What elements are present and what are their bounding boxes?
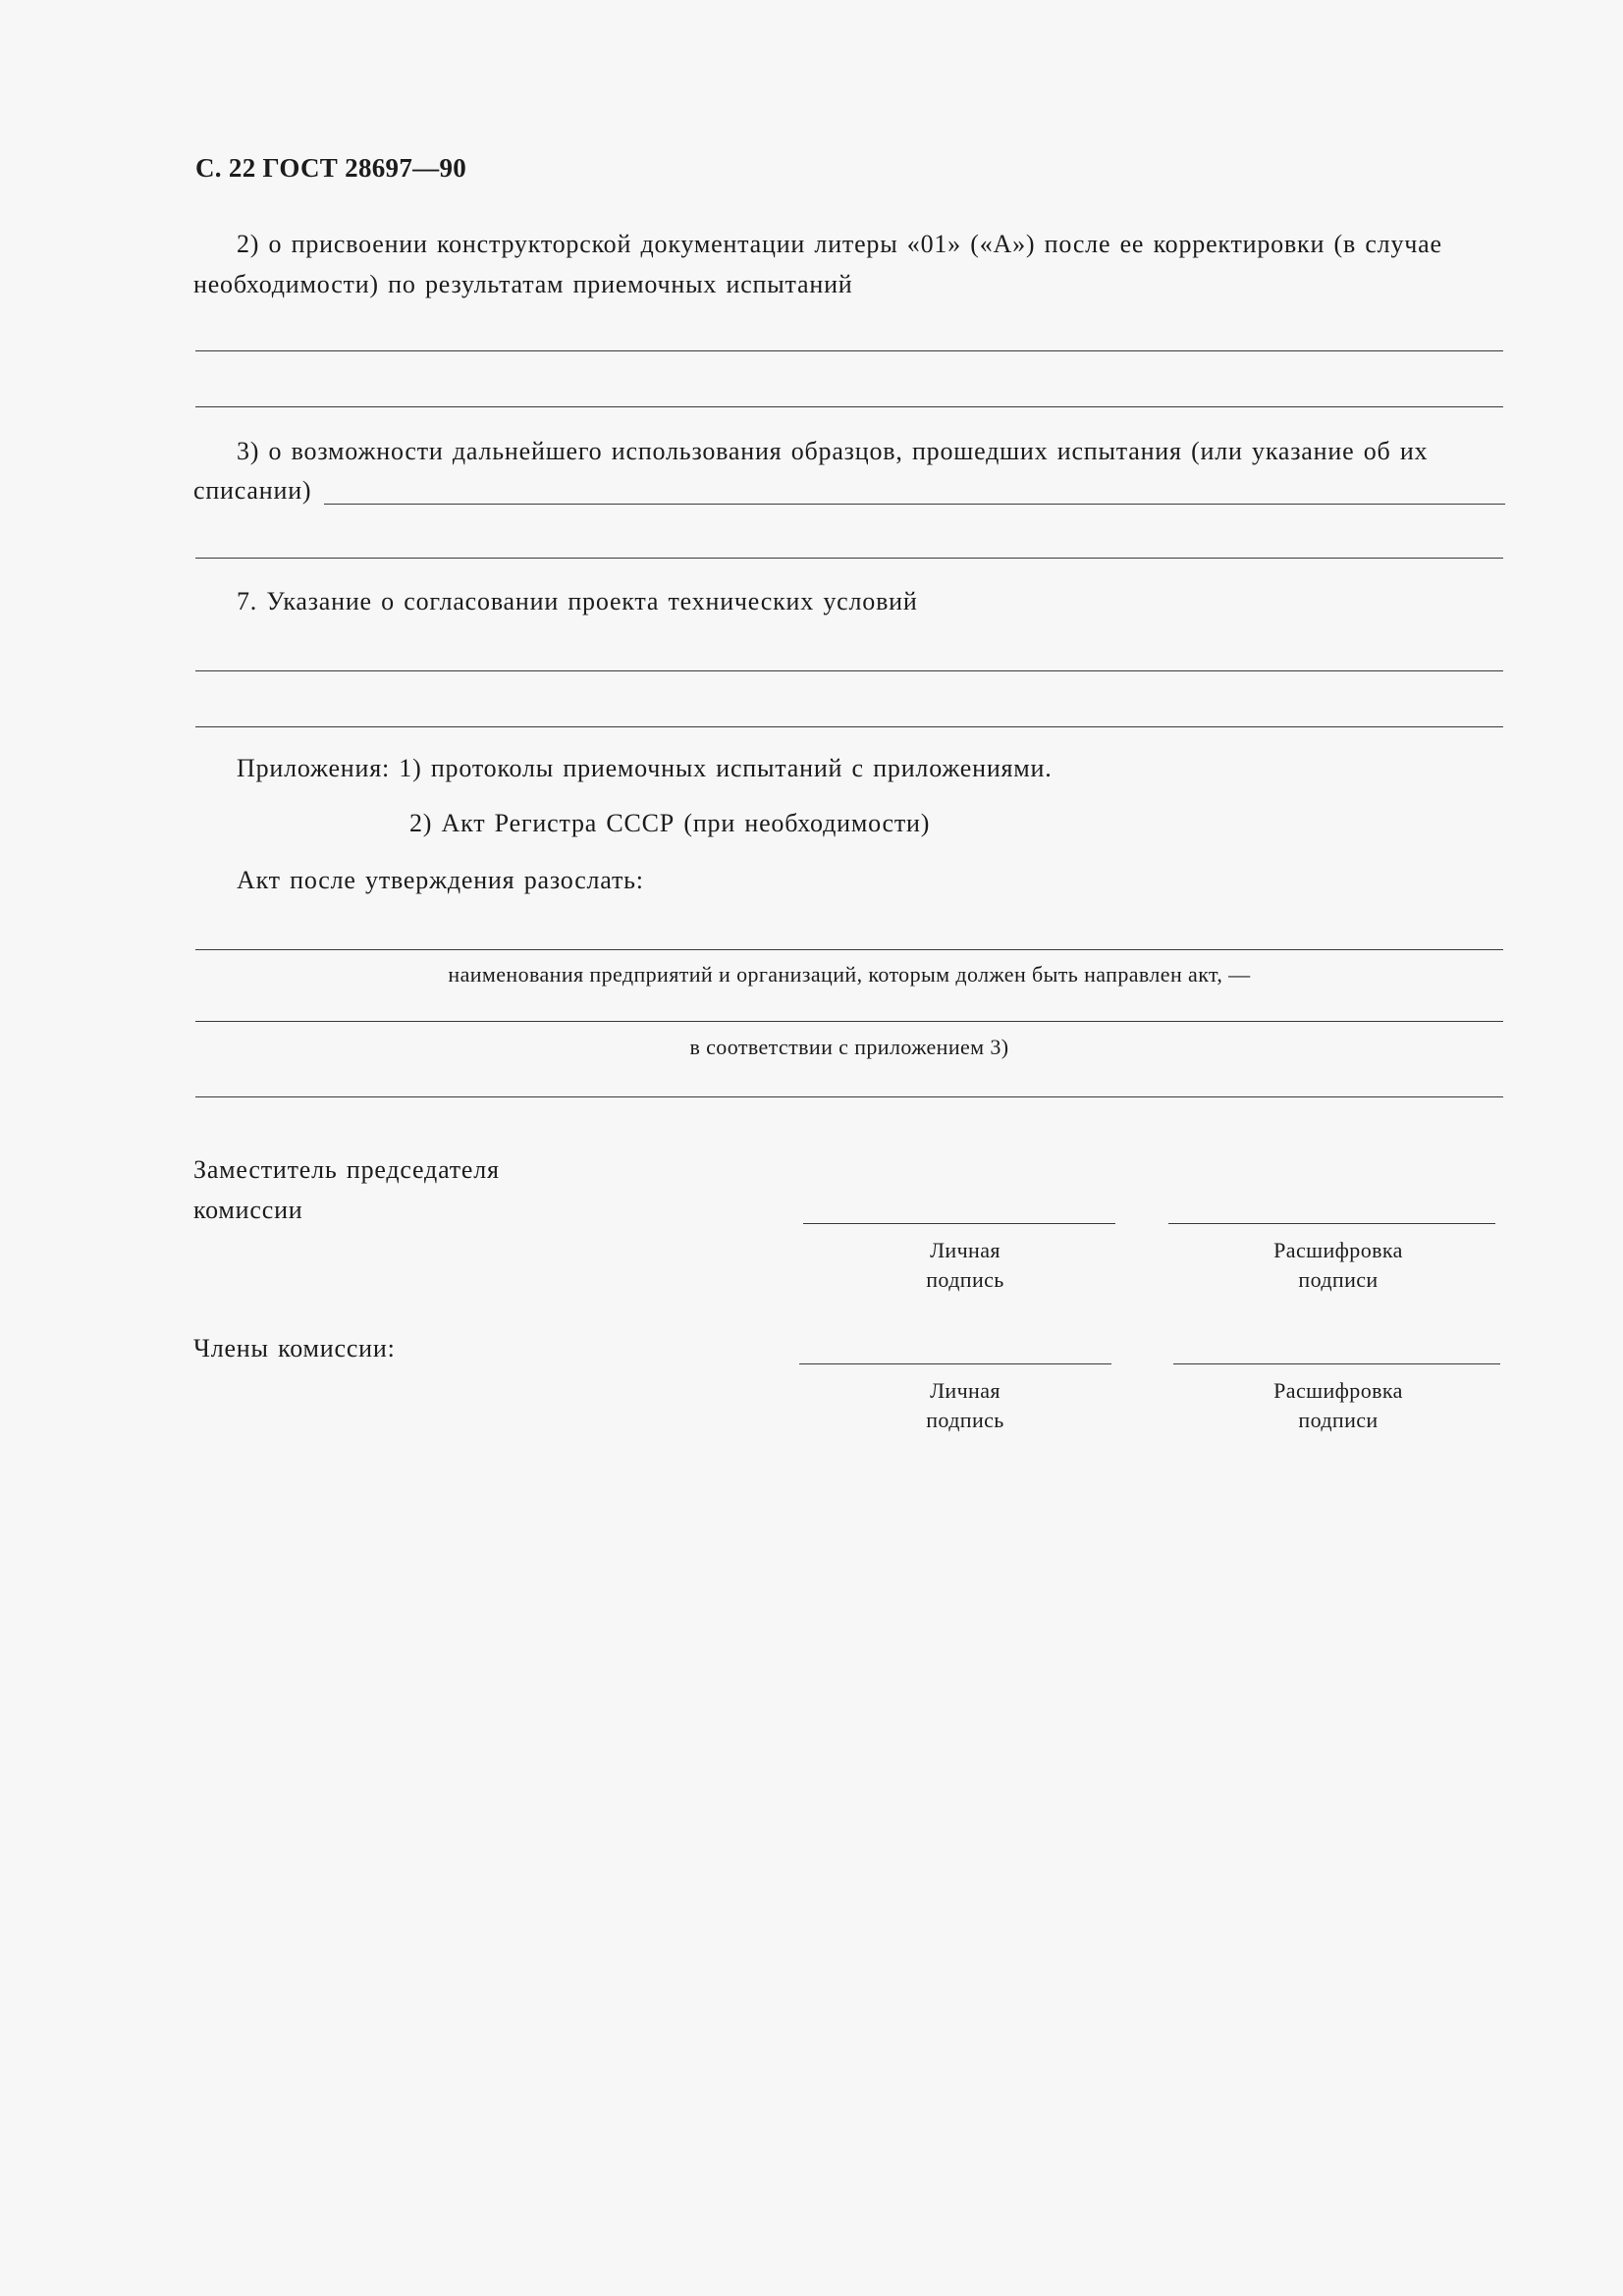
caption-line: подписи: [1298, 1267, 1379, 1292]
fill-line: [195, 1021, 1503, 1022]
distribution-caption2: в соответствии с приложением 3): [689, 1035, 1009, 1059]
caption-line: Расшифровка: [1273, 1378, 1403, 1403]
fill-line: [195, 726, 1503, 727]
item2-line2: необходимости) по результатам приемочных испытаний: [193, 270, 853, 298]
deputy-label-line1: Заместитель председателя: [193, 1155, 500, 1184]
signature-decoding-caption: [1230, 1236, 1446, 1295]
caption-line: Расшифровка: [1273, 1238, 1403, 1262]
item3-line2: списании): [193, 476, 312, 505]
section7-heading: 7. Указание о согласовании проекта технических условий: [237, 587, 918, 615]
item2-line1: 2) о присвоении конструкторской документации литеры «01» («А») после ее корректировки (в случае: [237, 230, 1442, 258]
attachments-item2: 2) Акт Регистра СССР (при необходимости): [409, 809, 931, 837]
signature-line: [803, 1223, 1115, 1224]
signature-line: [799, 1363, 1111, 1364]
caption-line: подписи: [1298, 1408, 1379, 1432]
fill-line: [195, 670, 1503, 671]
deputy-label-line2: комиссии: [193, 1196, 303, 1224]
distribution-caption1: наименования предприятий и организаций, которым должен быть направлен акт, —: [448, 962, 1251, 987]
signature-decoding-line: [1173, 1363, 1500, 1364]
page-header: С. 22 ГОСТ 28697—90: [195, 153, 467, 183]
caption-line: Личная: [930, 1238, 1001, 1262]
fill-line: [324, 504, 1505, 505]
personal-signature-caption: [867, 1236, 1063, 1295]
fill-line: [195, 949, 1503, 950]
signature-decoding-caption: [1230, 1376, 1446, 1435]
caption-line: подпись: [926, 1408, 1004, 1432]
item3-line1: 3) о возможности дальнейшего использования образцов, прошедших испытания (или указание об их: [237, 437, 1429, 465]
fill-line: [195, 558, 1503, 559]
caption-line: Личная: [930, 1378, 1001, 1403]
personal-signature-caption: [867, 1376, 1063, 1435]
fill-line: [195, 350, 1503, 351]
fill-line: [195, 1096, 1503, 1097]
signature-decoding-line: [1168, 1223, 1495, 1224]
distribution-label: Акт после утверждения разослать:: [237, 866, 644, 894]
attachments-label: Приложения: 1) протоколы приемочных испытаний с приложениями.: [237, 754, 1053, 782]
members-label: Члены комиссии:: [193, 1334, 396, 1362]
fill-line: [195, 406, 1503, 407]
caption-line: подпись: [926, 1267, 1004, 1292]
